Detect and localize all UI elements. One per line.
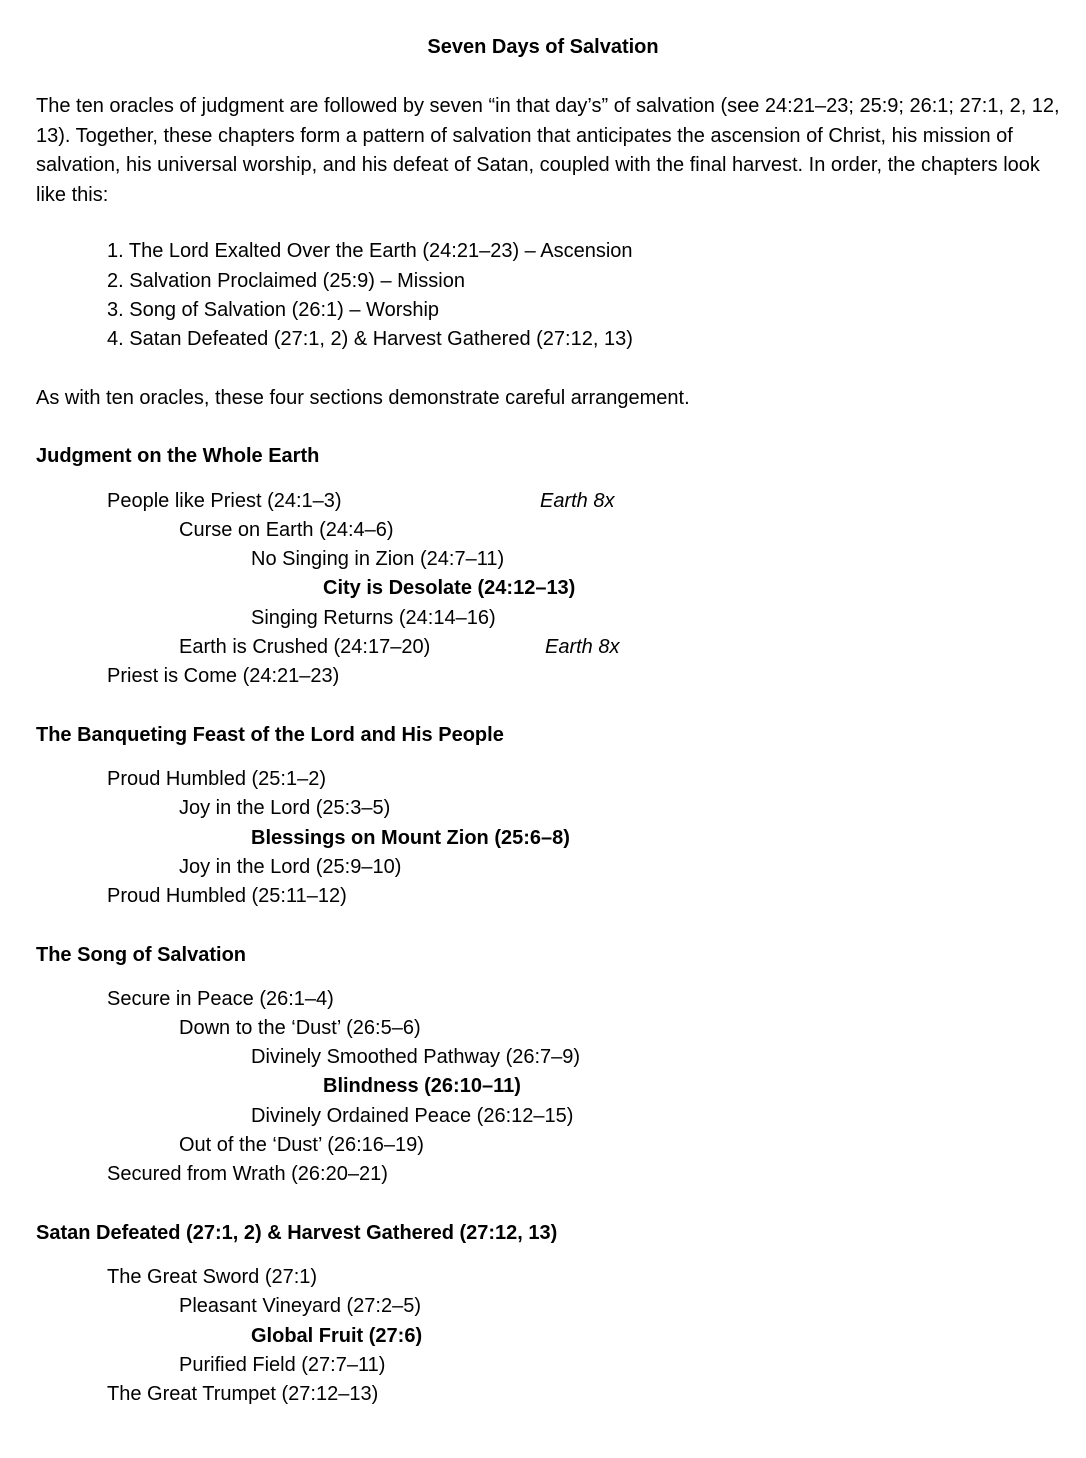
chiasm-line: Pleasant Vineyard (27:2–5) <box>179 1295 422 1317</box>
list-item-2: 2. Salvation Proclaimed (25:9) – Mission <box>107 270 465 292</box>
chiasm-line: Singing Returns (24:14–16) <box>251 607 496 629</box>
chiasm-center: City is Desolate (24:12–13) <box>323 577 576 599</box>
margin-note: Earth 8x <box>545 636 620 658</box>
chiasm-line: Curse on Earth (24:4–6) <box>179 519 394 541</box>
chiasm-line: Proud Humbled (25:1–2) <box>107 768 327 790</box>
chiasm-line: Proud Humbled (25:11–12) <box>107 885 347 907</box>
section-heading-banquet: The Banqueting Feast of the Lord and His People <box>36 724 504 746</box>
page-title: Seven Days of Salvation <box>427 36 659 58</box>
chiasm-line: Divinely Smoothed Pathway (26:7–9) <box>251 1046 581 1068</box>
intro-paragraph: The ten oracles of judgment are followed by seven “in that day’s” of salvation (see 24:21–23; 25:9; 26:1; 27:1, 2, 12, 13). Together, these chapters form a pattern of salvation that anticipates the ascension of Christ, his mission of salvation, his universal worship, and his defeat of Satan, coupled with the final harvest. In order, the chapters look like this: <box>36 95 1060 206</box>
list-item-3: 3. Song of Salvation (26:1) – Worship <box>107 299 440 321</box>
section-heading-satan-defeated: Satan Defeated (27:1, 2) & Harvest Gathered (27:12, 13) <box>36 1222 558 1244</box>
margin-note: Earth 8x <box>540 490 615 512</box>
chiasm-center: Blindness (26:10–11) <box>323 1075 521 1097</box>
summary-sentence: As with ten oracles, these four sections demonstrate careful arrangement. <box>36 387 690 409</box>
section-heading-song: The Song of Salvation <box>36 944 247 966</box>
chiasm-line: Divinely Ordained Peace (26:12–15) <box>251 1105 574 1127</box>
chiasm-center: Blessings on Mount Zion (25:6–8) <box>251 827 570 849</box>
list-item-1: 1. The Lord Exalted Over the Earth (24:21–23) – Ascension <box>107 240 633 262</box>
chiasm-line: Secure in Peace (26:1–4) <box>107 988 334 1010</box>
chiasm-line: Priest is Come (24:21–23) <box>107 665 340 687</box>
section-heading-judgment: Judgment on the Whole Earth <box>36 445 320 467</box>
chiasm-line: Secured from Wrath (26:20–21) <box>107 1163 388 1185</box>
chiasm-line: The Great Trumpet (27:12–13) <box>107 1383 379 1405</box>
chiasm-line: Earth is Crushed (24:17–20) <box>179 636 431 658</box>
chiasm-line: Joy in the Lord (25:9–10) <box>179 856 402 878</box>
chiasm-line: Purified Field (27:7–11) <box>179 1354 386 1376</box>
chiasm-center: Global Fruit (27:6) <box>251 1325 423 1347</box>
chiasm-line: Joy in the Lord (25:3–5) <box>179 797 391 819</box>
list-item-4: 4. Satan Defeated (27:1, 2) & Harvest Gathered (27:12, 13) <box>107 328 633 350</box>
chiasm-line: The Great Sword (27:1) <box>107 1266 318 1288</box>
chiasm-line: People like Priest (24:1–3) <box>107 490 342 512</box>
chiasm-line: Down to the ‘Dust’ (26:5–6) <box>179 1017 421 1039</box>
chiasm-line: No Singing in Zion (24:7–11) <box>251 548 505 570</box>
chiasm-line: Out of the ‘Dust’ (26:16–19) <box>179 1134 424 1156</box>
